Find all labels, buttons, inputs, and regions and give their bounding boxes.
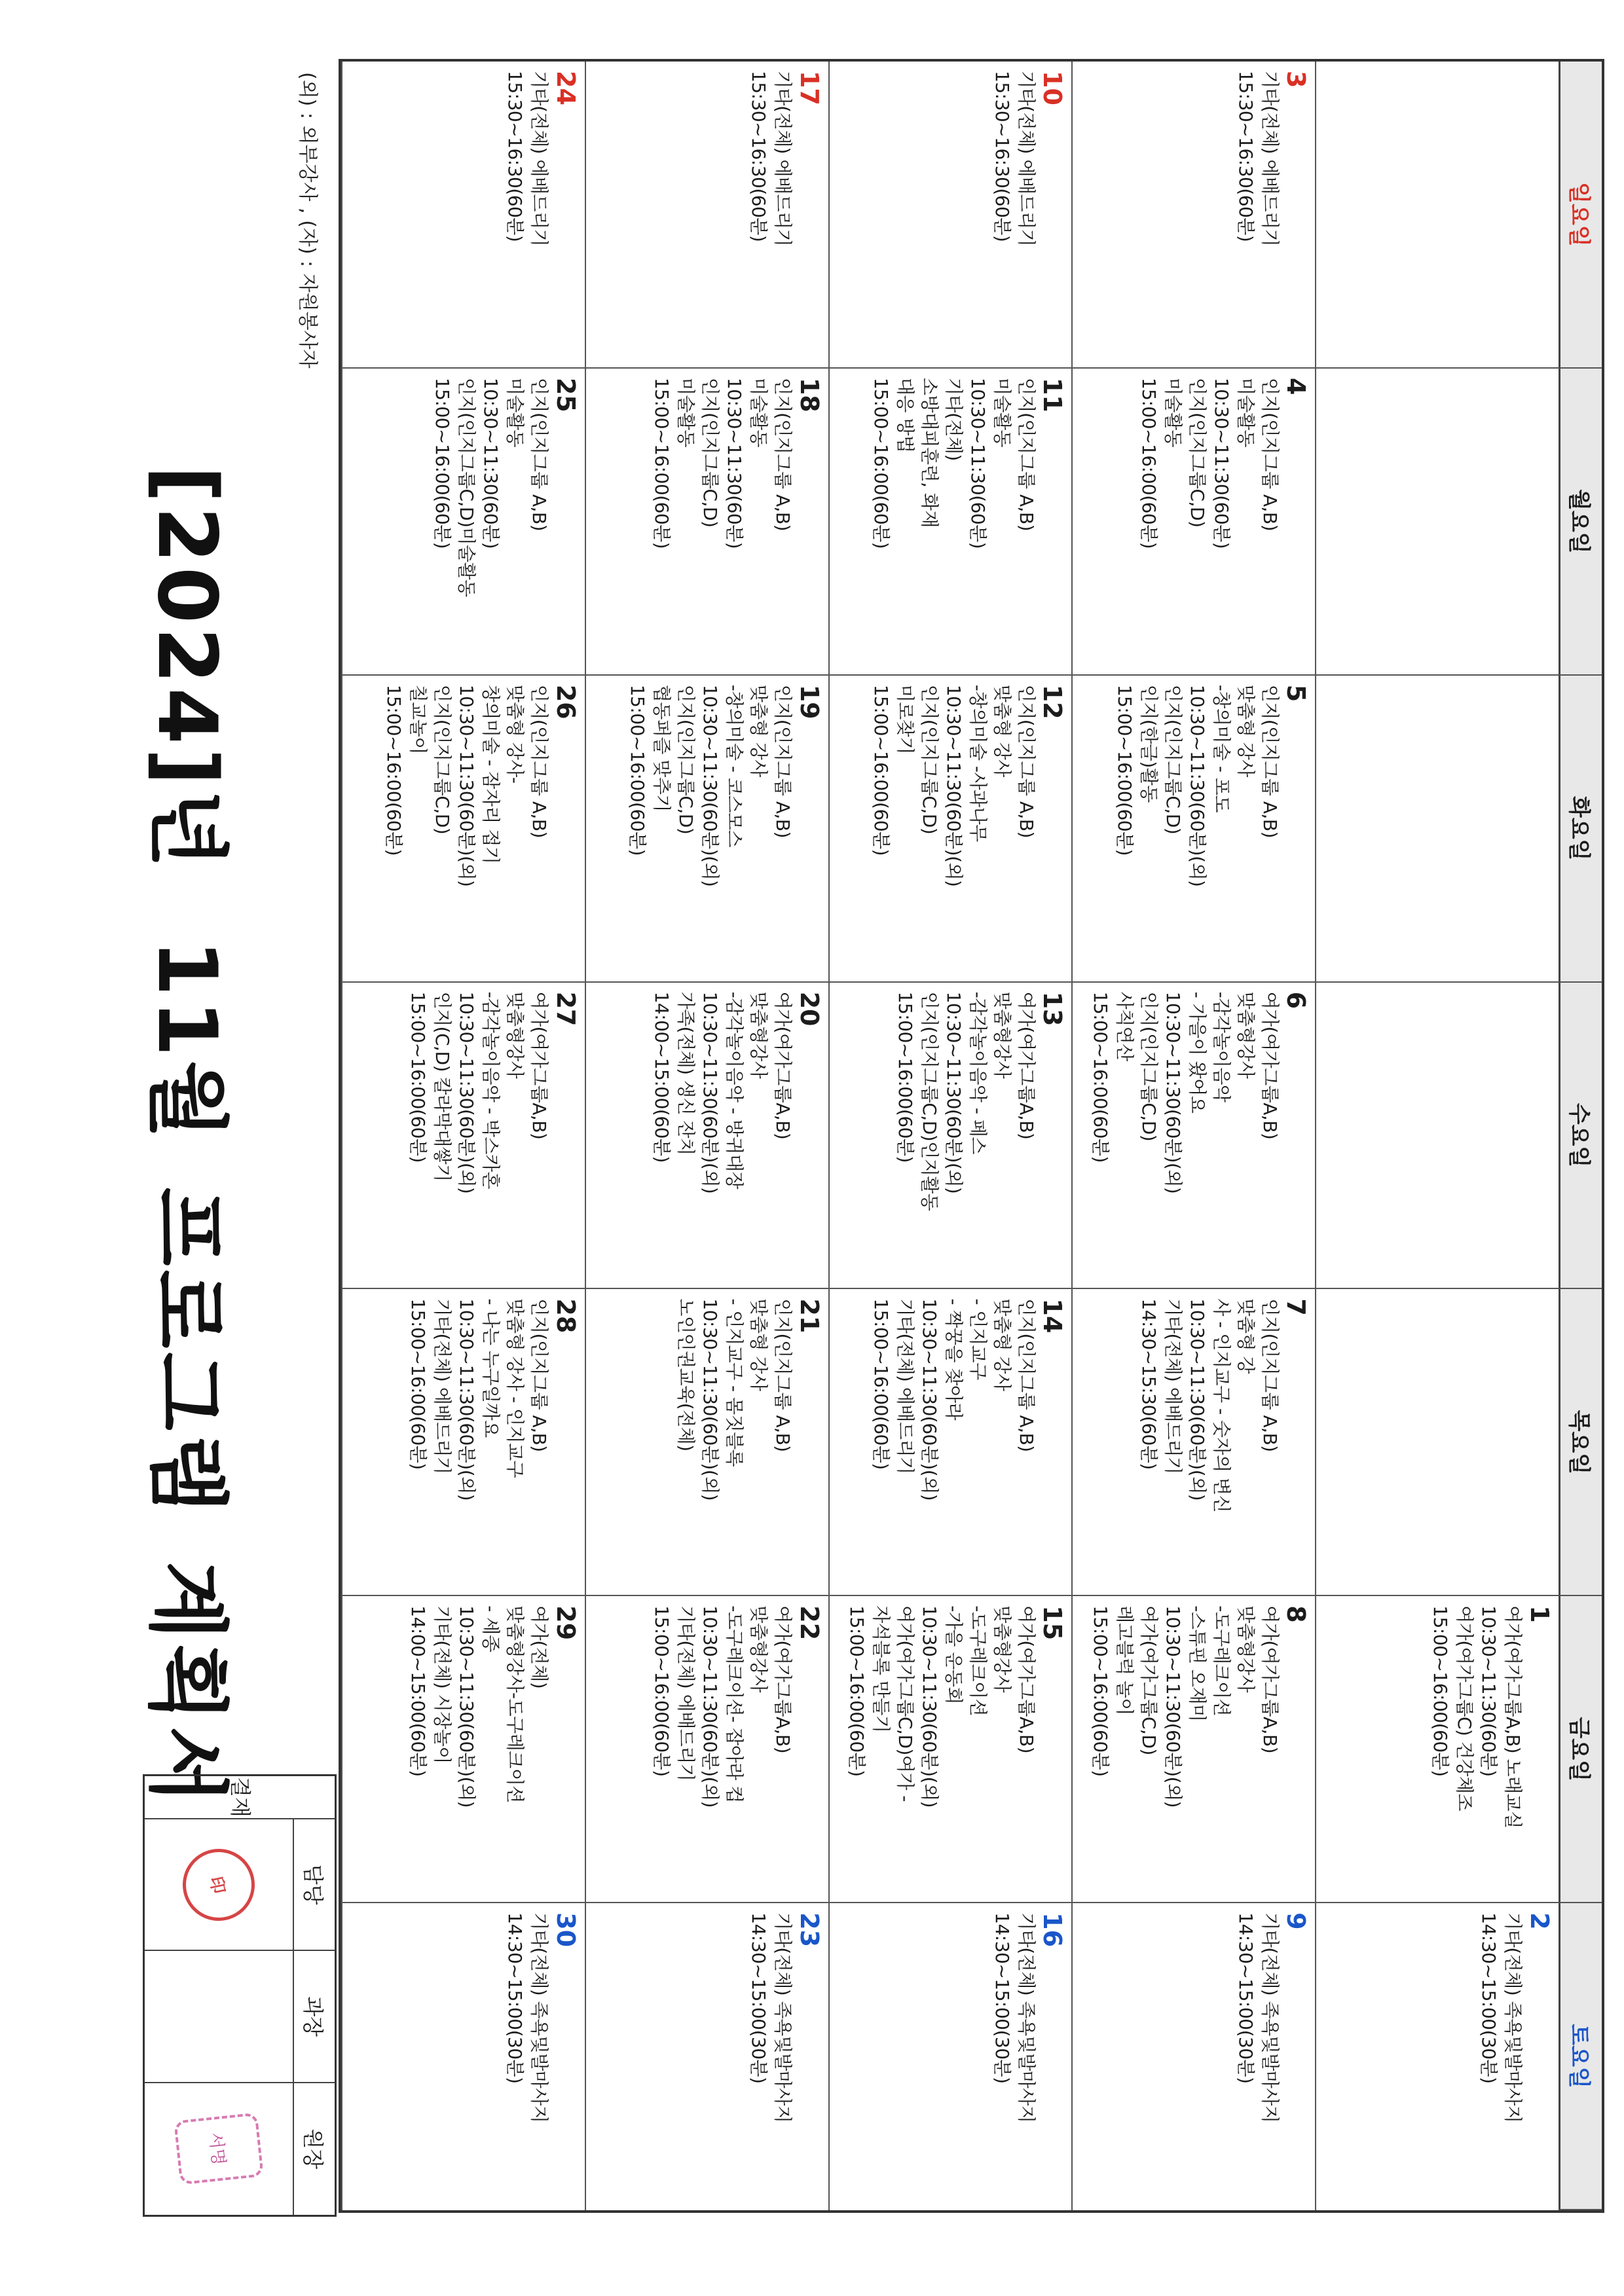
program-entry-line: 자석블록 만들기	[870, 1605, 892, 1733]
program-entry-line: 15:00~16:00(60분)	[1113, 684, 1135, 856]
program-entry-line: 여가(여가그룹C) 건강체조	[1454, 1605, 1476, 1812]
day-cell-2	[1315, 1903, 1559, 2210]
title-program: 프로그램	[139, 1187, 234, 1517]
program-entry-line: 인지(인지그룹C,D)	[1186, 377, 1208, 528]
program-entry-line: 인지(인지그룹C,D)	[675, 684, 697, 835]
program-entry-line: 14:30~15:30(60분)	[1137, 1298, 1160, 1470]
program-entry-line: 가족(전체) 생신 잔치	[675, 991, 697, 1156]
day-number: 20	[794, 991, 824, 1027]
day-cell-26	[341, 676, 585, 983]
day-number: 19	[794, 684, 824, 720]
program-entry-line: 인지(한글)활동	[1137, 684, 1160, 803]
program-entry-line: 기타(전체) 에배드리기	[1259, 71, 1281, 247]
program-entry-line: 기타(전체)	[942, 377, 965, 461]
empty-day-cell	[1315, 369, 1559, 676]
red-seal-stamp: 印	[176, 1842, 261, 1927]
program-entry-line: 인지(인지그룹 A,B)	[1259, 377, 1281, 532]
program-entry-line: -감각놀이음악 - 방귀대장	[724, 991, 746, 1190]
day-number: 1	[1525, 1605, 1554, 1623]
program-entry-line: 15:00~16:00(60분)	[870, 377, 892, 549]
program-entry-line: 10:30~11:30(60분)(외)	[1186, 1298, 1208, 1501]
program-entry-line: 인지(C,D) 칼라막대쌓기	[432, 991, 454, 1182]
day-cell-10	[828, 62, 1072, 369]
day-cell-23	[585, 1903, 828, 2210]
title-plan: 계획서	[139, 1561, 234, 1809]
program-entry-line: 인지(인지그룹 A,B)	[1259, 1298, 1281, 1452]
program-entry-line: 15:00~16:00(60분)	[1089, 991, 1111, 1163]
program-entry-line: 15:00~16:00(60분)	[383, 684, 405, 856]
program-entry-line: 15:00~16:00(60분)	[1137, 377, 1160, 549]
program-entry-line: 15:00~16:00(60분)	[432, 377, 454, 549]
program-entry-line: 10:30~11:30(60분)(외)	[699, 991, 722, 1194]
program-entry-line: 맞춤형강사	[747, 1605, 769, 1693]
program-entry-line: 여가(여가그룹A,B)	[1259, 991, 1281, 1140]
program-entry-line: 14:30~15:00(30분)	[991, 1912, 1013, 2084]
program-entry-line: 10:30~11:30(60분)(외)	[456, 1605, 478, 1808]
day-cell-7	[1071, 1289, 1315, 1596]
weekday-header-thu: 목요일	[1559, 1289, 1602, 1596]
program-entry-line: 레고블럭 놀이	[1113, 1605, 1135, 1715]
approval-header-director: 원장	[293, 2083, 335, 2215]
program-entry-line: 여가(여가그룹C,D)	[1137, 1605, 1160, 1755]
day-cell-21	[585, 1289, 828, 1596]
day-cell-12	[828, 676, 1072, 983]
program-entry-line: 기타(전체) 에배드리기	[675, 1605, 697, 1781]
program-entry-line: 10:30~11:30(60분)(외)	[456, 991, 478, 1194]
day-cell-29	[341, 1596, 585, 1903]
day-number: 27	[551, 991, 580, 1027]
program-entry-line: 맞춤형 강사	[747, 1298, 769, 1391]
program-entry-line: 15:00~16:00(60분)	[627, 684, 649, 856]
program-entry-line: 기타(전체) 족욕및발마사지	[1502, 1912, 1524, 2123]
program-entry-line: 맞춤형강사	[504, 991, 526, 1079]
program-entry-line: 미술활동	[1162, 377, 1184, 448]
day-number: 7	[1282, 1298, 1311, 1316]
day-cell-18	[585, 369, 828, 676]
program-entry-line: 15:00~16:00(60분)	[870, 1298, 892, 1470]
program-entry-line: 기타(전체) 족욕및발마사지	[1015, 1912, 1037, 2123]
empty-day-cell	[1315, 983, 1559, 1290]
day-number: 26	[551, 684, 580, 720]
program-entry-line: 인지(인지그룹 A,B)	[771, 377, 794, 532]
program-entry-line: 10:30~11:30(60분)(외)	[699, 1298, 722, 1501]
program-entry-line: 10:30~11:30(60분)(외)	[1186, 684, 1208, 887]
day-number: 22	[794, 1605, 824, 1641]
monthly-calendar	[339, 59, 1604, 2213]
program-entry-line: 미술활동	[504, 377, 526, 448]
program-entry-line: 여가(여가그룹A,B)	[1259, 1605, 1281, 1754]
program-entry-line: 14:00~15:00(60분)	[651, 991, 673, 1163]
day-number: 13	[1038, 991, 1067, 1027]
program-entry-line: 여가(여가그룹A,B) 노래교실	[1502, 1605, 1524, 1829]
program-entry-line: 인지(인지그룹C,D)	[1137, 991, 1160, 1142]
day-cell-20	[585, 983, 828, 1290]
program-entry-line: -도구레크이션	[1210, 1605, 1232, 1717]
program-entry-line: -창의미술 - 포도	[1210, 684, 1232, 812]
day-cell-25	[341, 369, 585, 676]
program-entry-line: 인지(인지그룹C,D)인지활동	[918, 991, 940, 1211]
program-entry-line: 미술활동	[991, 377, 1013, 448]
day-number: 14	[1038, 1298, 1067, 1334]
program-entry-line: 기타(전체) 시장놀이	[432, 1605, 454, 1764]
day-cell-8	[1071, 1596, 1315, 1903]
day-number: 10	[1038, 71, 1067, 105]
program-entry-line: 15:00~16:00(60분)	[1430, 1605, 1452, 1777]
program-entry-line: 10:30~11:30(60분)	[967, 377, 989, 549]
program-entry-line: 노인인권교육(전체)	[675, 1298, 697, 1451]
program-entry-line: 10:30~11:30(60분)(외)	[456, 1298, 478, 1501]
program-entry-line: 미술활동	[675, 377, 697, 448]
program-entry-line: - 가을이 왔어요	[1186, 991, 1208, 1114]
program-entry-line: 15:00~16:00(60분)	[846, 1605, 868, 1777]
approval-header-manager: 과장	[293, 1951, 335, 2083]
program-entry-line: 15:30~16:30(60분)	[991, 71, 1013, 242]
day-number: 5	[1282, 684, 1311, 702]
weekday-header-mon: 월요일	[1559, 369, 1602, 676]
program-entry-line: 맞춤형강사-도구레크이션	[504, 1605, 526, 1803]
program-entry-line: 10:30~11:30(60분)	[1210, 377, 1232, 549]
program-entry-line: 창의미술 - 잠자리 접기	[480, 684, 502, 864]
title-year: [2024]년	[139, 465, 234, 872]
program-entry-line: - 나는 누구일까요	[480, 1298, 502, 1438]
day-number: 15	[1038, 1605, 1067, 1641]
program-entry-line: - 짝꿍을 찾아라	[942, 1298, 965, 1421]
empty-day-cell	[1315, 676, 1559, 983]
program-entry-line: 10:30~11:30(60분)(외)	[1162, 991, 1184, 1194]
program-entry-line: 10:30~11:30(60분)(외)	[699, 1605, 722, 1808]
program-entry-line: -창의미술 -사과나무	[967, 684, 989, 842]
program-entry-line: 10:30~11:30(60분)	[480, 377, 502, 549]
program-entry-line: -감각놀이음악 - 페스	[967, 991, 989, 1154]
program-entry-line: 인지(인지그룹 A,B)	[771, 1298, 794, 1452]
day-cell-1	[1315, 1596, 1559, 1903]
program-entry-line: 인지(인지그룹 A,B)	[1015, 1298, 1037, 1452]
approval-label: 결재	[145, 1776, 335, 1819]
day-cell-28	[341, 1289, 585, 1596]
program-entry-line: 여가(여가그룹A,B)	[771, 1605, 794, 1754]
day-cell-15	[828, 1596, 1072, 1903]
day-number: 28	[551, 1298, 580, 1334]
program-entry-line: 사 - 인지교구 - 숫자의 변신	[1210, 1298, 1232, 1513]
day-number: 11	[1038, 377, 1067, 412]
program-entry-line: -감각놀이음악	[1210, 991, 1232, 1102]
day-cell-17	[585, 62, 828, 369]
program-entry-line: 맞춤형강사	[1234, 1605, 1257, 1693]
program-entry-line: 칠교놀이	[407, 684, 430, 754]
day-number: 2	[1525, 1912, 1554, 1930]
day-number: 25	[551, 377, 580, 412]
program-entry-line: 14:00~15:00(60분)	[407, 1605, 430, 1777]
day-number: 16	[1038, 1912, 1067, 1948]
program-entry-line: 인지(인지그룹 A,B)	[528, 1298, 551, 1452]
program-entry-line: 10:30~11:30(60분)(외)	[942, 991, 965, 1194]
program-entry-line: 15:00~16:00(60분)	[1089, 1605, 1111, 1777]
approval-director-cell	[145, 2083, 293, 2215]
program-entry-line: 15:30~16:30(60분)	[747, 71, 769, 242]
program-entry-line: 10:30~11:30(60분)	[724, 377, 746, 549]
program-entry-line: 맞춤형 강사	[991, 684, 1013, 777]
program-entry-line: 여가(여가그룹A,B)	[1015, 1605, 1037, 1754]
program-entry-line: 맞춤형 강사 - 인지교구	[504, 1298, 526, 1478]
program-entry-line: 기타(전체) 에배드리기	[432, 1298, 454, 1474]
program-entry-line: 소방대피훈련, 화재	[918, 377, 940, 528]
day-number: 6	[1282, 991, 1311, 1010]
program-entry-line: - 세종	[480, 1605, 502, 1652]
day-cell-19	[585, 676, 828, 983]
program-entry-line: 14:30~15:00(30분)	[1478, 1912, 1500, 2084]
day-number: 8	[1282, 1605, 1311, 1623]
program-entry-line: 15:00~16:00(60분)	[651, 1605, 673, 1777]
day-cell-4	[1071, 369, 1315, 676]
program-entry-line: 인지(인지그룹 A,B)	[528, 377, 551, 532]
program-entry-line: 맞춤형 강사	[1234, 684, 1257, 777]
program-entry-line: 대응 방법	[894, 377, 916, 453]
day-cell-13	[828, 983, 1072, 1290]
program-entry-line: 14:30~15:00(30분)	[1234, 1912, 1257, 2084]
weekday-header-fri: 금요일	[1559, 1596, 1602, 1903]
program-entry-line: 미술활동	[1234, 377, 1257, 448]
day-number: 3	[1282, 71, 1311, 88]
program-entry-line: -도구레크이션- 잡아라 컵	[724, 1605, 746, 1803]
day-number: 29	[551, 1605, 580, 1641]
program-entry-line: -스튜핀 오재미	[1186, 1605, 1208, 1722]
day-cell-6	[1071, 983, 1315, 1290]
program-entry-line: - 인지교구 - 몸짓블록	[724, 1298, 746, 1467]
program-entry-line: 인지(인지그룹 A,B)	[771, 684, 794, 839]
program-entry-line: 미로찾기	[894, 684, 916, 754]
program-entry-line: 15:00~16:00(60분)	[407, 991, 430, 1163]
day-cell-27	[341, 983, 585, 1290]
day-number: 21	[794, 1298, 824, 1334]
approval-box	[143, 1774, 337, 2217]
day-number: 23	[794, 1912, 824, 1948]
pink-signature: 서명	[174, 2113, 264, 2185]
program-entry-line: 협동퍼즐 맞추기	[651, 684, 673, 812]
day-number: 9	[1282, 1912, 1311, 1930]
program-entry-line: 10:30~11:30(60분)(외)	[456, 684, 478, 887]
program-entry-line: 맞춤형 강	[1234, 1298, 1257, 1374]
program-entry-line: 맞춤형강사	[1234, 991, 1257, 1079]
weekday-header-sat: 토요일	[1559, 1903, 1602, 2210]
program-entry-line: 인지(인지그룹C,D)	[699, 377, 722, 528]
day-cell-30	[341, 1903, 585, 2210]
program-entry-line: 기타(전체) 에배드리기	[771, 71, 794, 247]
program-entry-line: 14:30~15:00(30분)	[504, 1912, 526, 2084]
program-entry-line: 기타(전체) 족욕및발마사지	[771, 1912, 794, 2123]
program-entry-line: 15:00~16:00(60분)	[870, 684, 892, 856]
program-entry-line: -가을 운동회	[942, 1605, 965, 1705]
program-entry-line: 14:30~15:00(30분)	[747, 1912, 769, 2084]
day-cell-14	[828, 1289, 1072, 1596]
program-entry-line: 기타(전체) 에배드리기	[528, 71, 551, 247]
day-number: 12	[1038, 684, 1067, 720]
day-number: 17	[794, 71, 824, 105]
day-cell-22	[585, 1596, 828, 1903]
weekday-header-sun: 일요일	[1559, 62, 1602, 369]
program-entry-line: 10:30~11:30(60분)(외)	[918, 1298, 940, 1501]
empty-day-cell	[1315, 62, 1559, 369]
program-entry-line: 맞춤형강사	[991, 991, 1013, 1079]
approval-manager-cell	[145, 1951, 293, 2083]
weekday-header-wed: 수요일	[1559, 983, 1602, 1290]
program-entry-line: 미술활동	[747, 377, 769, 448]
program-entry-line: 인지(인지그룹C,D)	[1162, 684, 1184, 835]
program-entry-line: 기타(전체) 에배드리기	[1015, 71, 1037, 247]
day-cell-11	[828, 369, 1072, 676]
program-entry-line: 기타(전체) 에배드리기	[1162, 1298, 1184, 1474]
approval-staff-cell	[145, 1819, 293, 1951]
program-entry-line: 10:30~11:30(60분)(외)	[942, 684, 965, 887]
program-entry-line: 인지(인지그룹C,D)	[918, 684, 940, 835]
day-cell-16	[828, 1903, 1072, 2210]
program-entry-line: 여가(여가그룹A,B)	[1015, 991, 1037, 1140]
legend-note: (외) : 외부강사 , (자) : 자원봉사자	[296, 72, 319, 369]
program-entry-line: 15:00~16:00(60분)	[651, 377, 673, 549]
program-entry-line: 10:30~11:30(60분)(외)	[699, 684, 722, 887]
empty-day-cell	[1315, 1289, 1559, 1596]
day-cell-5	[1071, 676, 1315, 983]
approval-header-staff: 담당	[293, 1819, 335, 1951]
program-entry-line: 인지(인지그룹 A,B)	[528, 684, 551, 839]
program-entry-line: -감각놀이음악 - 박스카혼	[480, 991, 502, 1190]
program-entry-line: 10:30~11:30(60분)(외)	[918, 1605, 940, 1808]
program-entry-line: 15:30~16:30(60분)	[504, 71, 526, 242]
day-number: 24	[551, 71, 580, 105]
program-entry-line: 맞춤형 강사-	[504, 684, 526, 784]
program-entry-line: -창의미술 - 코스모스	[724, 684, 746, 848]
program-entry-line: 여가(여가그룹A,B)	[528, 991, 551, 1140]
weekday-header-tue: 화요일	[1559, 676, 1602, 983]
program-entry-line: 15:30~16:30(60분)	[1234, 71, 1257, 242]
program-entry-line: 기타(전체) 에배드리기	[894, 1298, 916, 1474]
day-number: 4	[1282, 377, 1311, 395]
program-entry-line: 인지(인지그룹C,D)	[432, 684, 454, 835]
program-entry-line: -도구레크이션	[967, 1605, 989, 1717]
program-entry-line: 기타(전체) 족욕및발마사지	[1259, 1912, 1281, 2123]
day-number: 30	[551, 1912, 580, 1948]
program-entry-line: 인지(인지그룹 A,B)	[1015, 377, 1037, 532]
program-entry-line: 맞춤형 강사	[747, 684, 769, 777]
program-entry-line: 인지(인지그룹 A,B)	[1259, 684, 1281, 839]
program-entry-line: 맞춤형강사	[747, 991, 769, 1079]
program-entry-line: 여가(여가그룹A,B)	[771, 991, 794, 1140]
day-cell-9	[1071, 1903, 1315, 2210]
program-entry-line: 인지(인지그룹 A,B)	[1015, 684, 1037, 839]
program-entry-line: 여가(전체)	[528, 1605, 551, 1689]
program-entry-line: 15:00~16:00(60분)	[894, 991, 916, 1163]
program-entry-line: 10:30~11:30(60분)	[1478, 1605, 1500, 1777]
program-entry-line: 여가(여가그룹C,D)여가 -	[894, 1605, 916, 1802]
program-entry-line: 사칙연산	[1113, 991, 1135, 1061]
program-entry-line: 인지(인지그룹C,D)미술활동	[456, 377, 478, 597]
program-entry-line: 10:30~11:30(60분)(외)	[1162, 1605, 1184, 1808]
program-entry-line: - 인지교구	[967, 1298, 989, 1380]
day-number: 18	[794, 377, 824, 412]
program-entry-line: 15:00~16:00(60분)	[407, 1298, 430, 1470]
program-entry-line: 기타(전체) 족욕및발마사지	[528, 1912, 551, 2123]
day-cell-24	[341, 62, 585, 369]
title-month: 11월	[139, 939, 234, 1143]
day-cell-3	[1071, 62, 1315, 369]
program-entry-line: 맞춤형 강사	[991, 1298, 1013, 1391]
program-entry-line: 맞춤형강사	[991, 1605, 1013, 1693]
